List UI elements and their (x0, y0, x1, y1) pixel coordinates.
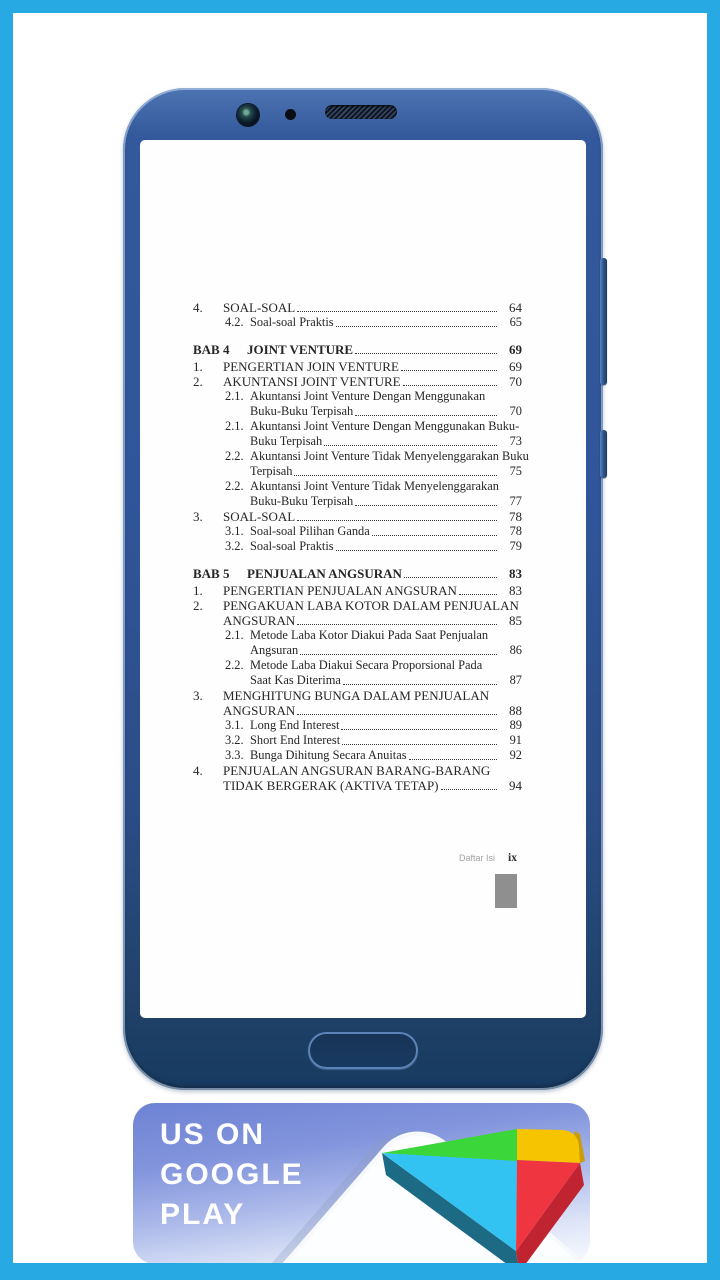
toc-page-number: 64 (509, 300, 522, 315)
toc-row[interactable] (193, 733, 522, 748)
toc-page-number: 78 (509, 524, 522, 538)
toc-row[interactable] (193, 688, 522, 703)
toc-row[interactable] (193, 494, 522, 509)
toc-entry-title: Bunga Dihitung Secara Anuitas (250, 748, 407, 762)
toc-entry-title: Akuntansi Joint Venture Dengan Menggunakan (250, 389, 486, 403)
toc-entry-title: Buku-Buku Terpisah (250, 494, 354, 508)
toc-entry-title: AKUNTANSI JOINT VENTURE (223, 374, 401, 389)
toc-page-number: 70 (509, 404, 522, 418)
toc-entry-title: PENJUALAN ANGSURAN (247, 566, 402, 581)
toc-entry-title: Angsuran (250, 643, 299, 657)
earpiece-speaker-icon (325, 105, 397, 119)
toc-page-number: 77 (509, 494, 522, 508)
toc-dot-leader (341, 729, 497, 730)
banner-line-3: PLAY (160, 1198, 246, 1231)
toc-row[interactable] (193, 342, 522, 357)
toc-row[interactable] (193, 509, 522, 524)
toc-dot-leader (297, 311, 497, 312)
toc-section-gap (193, 330, 522, 336)
toc-dot-leader (336, 550, 497, 551)
toc-entry-title: PENJUALAN ANGSURAN BARANG-BARANG (223, 763, 491, 778)
toc-entry-number: 3.1. (225, 524, 244, 538)
toc-row[interactable] (193, 524, 522, 539)
phone-screen (140, 140, 586, 1018)
toc-row[interactable] (193, 464, 522, 479)
toc-dot-leader (459, 594, 497, 595)
toc-page-number: 85 (509, 613, 522, 628)
toc-section-gap (193, 554, 522, 560)
toc-entry-title: Akuntansi Joint Venture Tidak Menyelenggarakan (250, 479, 499, 493)
toc-dot-leader (409, 759, 497, 760)
toc-row[interactable] (193, 778, 522, 793)
toc-row[interactable] (193, 763, 522, 778)
toc-dot-leader (324, 445, 497, 446)
toc-entry-title: SOAL-SOAL (223, 509, 296, 524)
toc-row[interactable] (193, 673, 522, 688)
toc-entry-number: 2.2. (225, 658, 244, 672)
toc-page-number: 91 (509, 733, 522, 747)
toc-row[interactable] (193, 359, 522, 374)
toc-page-number: 88 (509, 703, 522, 718)
toc-entry-title: JOINT VENTURE (247, 342, 354, 357)
toc-page-number: 92 (509, 748, 522, 762)
footer-gray-box (495, 874, 517, 908)
toc-entry-number: 3.3. (225, 748, 244, 762)
toc-entry-title: Metode Laba Kotor Diakui Pada Saat Penjualan (250, 628, 489, 642)
toc-page-number: 69 (509, 342, 522, 357)
toc-entry-title: PENGERTIAN JOIN VENTURE (223, 359, 399, 374)
toc-row[interactable] (193, 718, 522, 733)
toc-entry-title: Short End Interest (250, 733, 341, 747)
toc-row[interactable] (193, 389, 522, 404)
toc-entry-number: 2.2. (225, 449, 244, 463)
toc-row[interactable] (193, 300, 522, 315)
toc-row[interactable] (193, 748, 522, 763)
front-camera-icon (237, 104, 259, 126)
toc-entry-title: Akuntansi Joint Venture Dengan Menggunakan Buku- (250, 419, 520, 433)
toc-dot-leader (297, 624, 497, 625)
toc-entry-title: TIDAK BERGERAK (AKTIVA TETAP) (223, 778, 439, 793)
toc-dot-leader (343, 684, 497, 685)
proximity-sensor-icon (285, 109, 296, 120)
toc-row[interactable] (193, 658, 522, 673)
toc-entry-number: 2.1. (225, 628, 244, 642)
toc-row[interactable] (193, 315, 522, 330)
toc-dot-leader (404, 577, 497, 578)
toc-row[interactable] (193, 643, 522, 658)
toc-page-number: 69 (509, 359, 522, 374)
toc-entry-number: BAB 4 (193, 342, 230, 357)
toc-entry-title: PENGAKUAN LABA KOTOR DALAM PENJUALAN (223, 598, 519, 613)
toc-dot-leader (297, 714, 497, 715)
toc-row[interactable] (193, 449, 529, 464)
toc-row[interactable] (193, 628, 522, 643)
toc-entry-title: Long End Interest (250, 718, 340, 732)
toc-page-number: 70 (509, 374, 522, 389)
toc-entry-title: Saat Kas Diterima (250, 673, 341, 687)
toc-page-number: 78 (509, 509, 522, 524)
toc-dot-leader (355, 415, 497, 416)
google-play-banner[interactable] (133, 1103, 590, 1264)
toc-entry-number: 2.1. (225, 389, 244, 403)
toc-page-number: 65 (509, 315, 522, 329)
toc-entry-title: PENGERTIAN PENJUALAN ANGSURAN (223, 583, 457, 598)
footer-section-label: Daftar Isi (459, 853, 496, 863)
page-footer (459, 852, 517, 864)
toc-row[interactable] (193, 404, 522, 419)
toc-page-number: 83 (509, 583, 522, 598)
toc-dot-leader (355, 353, 497, 354)
toc-row[interactable] (193, 703, 522, 718)
toc-entry-title: Metode Laba Diakui Secara Proporsional Pada (250, 658, 483, 672)
toc-dot-leader (403, 385, 497, 386)
banner-line-1: US ON (160, 1118, 266, 1151)
toc-dot-leader (355, 505, 497, 506)
toc-row[interactable] (193, 598, 522, 613)
toc-entry-title: SOAL-SOAL (223, 300, 296, 315)
toc-entry-number: 1. (193, 583, 203, 598)
banner-line-2: GOOGLE (160, 1158, 304, 1191)
toc-dot-leader (336, 326, 497, 327)
toc-entry-number: 2.1. (225, 419, 244, 433)
table-of-contents (193, 300, 529, 793)
footer-page-number: ix (508, 852, 517, 864)
toc-dot-leader (294, 475, 497, 476)
toc-row[interactable] (193, 434, 522, 449)
toc-row[interactable] (193, 419, 522, 434)
toc-entry-number: 3.2. (225, 733, 244, 747)
volume-button (600, 258, 607, 385)
toc-page-number: 79 (509, 539, 522, 553)
home-button (308, 1032, 418, 1069)
toc-dot-leader (342, 744, 497, 745)
toc-dot-leader (297, 520, 497, 521)
toc-entry-number: 4.2. (225, 315, 244, 329)
toc-row[interactable] (193, 566, 522, 581)
toc-row[interactable] (193, 539, 522, 554)
toc-page-number: 89 (509, 718, 522, 732)
toc-entry-title: Soal-soal Praktis (250, 539, 334, 553)
toc-entry-number: 4. (193, 763, 203, 778)
toc-page-number: 94 (509, 778, 522, 793)
toc-dot-leader (441, 789, 498, 790)
toc-entry-title: Terpisah (250, 464, 293, 478)
toc-entry-number: 3.2. (225, 539, 244, 553)
toc-entry-title: Buku-Buku Terpisah (250, 404, 354, 418)
toc-entry-number: 3. (193, 509, 203, 524)
toc-entry-title: ANGSURAN (223, 613, 296, 628)
toc-entry-number: 3.1. (225, 718, 244, 732)
banner-caption (160, 1115, 304, 1235)
toc-entry-title: Soal-soal Praktis (250, 315, 334, 329)
toc-row[interactable] (193, 613, 522, 628)
toc-dot-leader (401, 370, 497, 371)
toc-entry-title: Buku Terpisah (250, 434, 323, 448)
toc-page-number: 73 (509, 434, 522, 448)
toc-entry-number: 2.2. (225, 479, 244, 493)
power-button (600, 430, 607, 478)
toc-page-number: 75 (509, 464, 522, 478)
toc-row[interactable] (193, 374, 522, 389)
toc-entry-title: Soal-soal Pilihan Ganda (250, 524, 370, 538)
toc-row[interactable] (193, 583, 522, 598)
toc-entry-title: MENGHITUNG BUNGA DALAM PENJUALAN (223, 688, 490, 703)
toc-entry-number: 4. (193, 300, 203, 315)
toc-dot-leader (372, 535, 497, 536)
toc-entry-number: 2. (193, 374, 203, 389)
toc-dot-leader (300, 654, 497, 655)
toc-entry-title: Akuntansi Joint Venture Tidak Menyelenggarakan Buku (250, 449, 529, 463)
toc-row[interactable] (193, 479, 522, 494)
toc-entry-number: BAB 5 (193, 566, 230, 581)
toc-entry-number: 1. (193, 359, 203, 374)
toc-entry-number: 2. (193, 598, 203, 613)
toc-page-number: 87 (509, 673, 522, 687)
toc-page-number: 83 (509, 566, 522, 581)
toc-page-number: 86 (509, 643, 522, 657)
phone-mockup (123, 88, 603, 1090)
toc-entry-number: 3. (193, 688, 203, 703)
toc-entry-title: ANGSURAN (223, 703, 296, 718)
